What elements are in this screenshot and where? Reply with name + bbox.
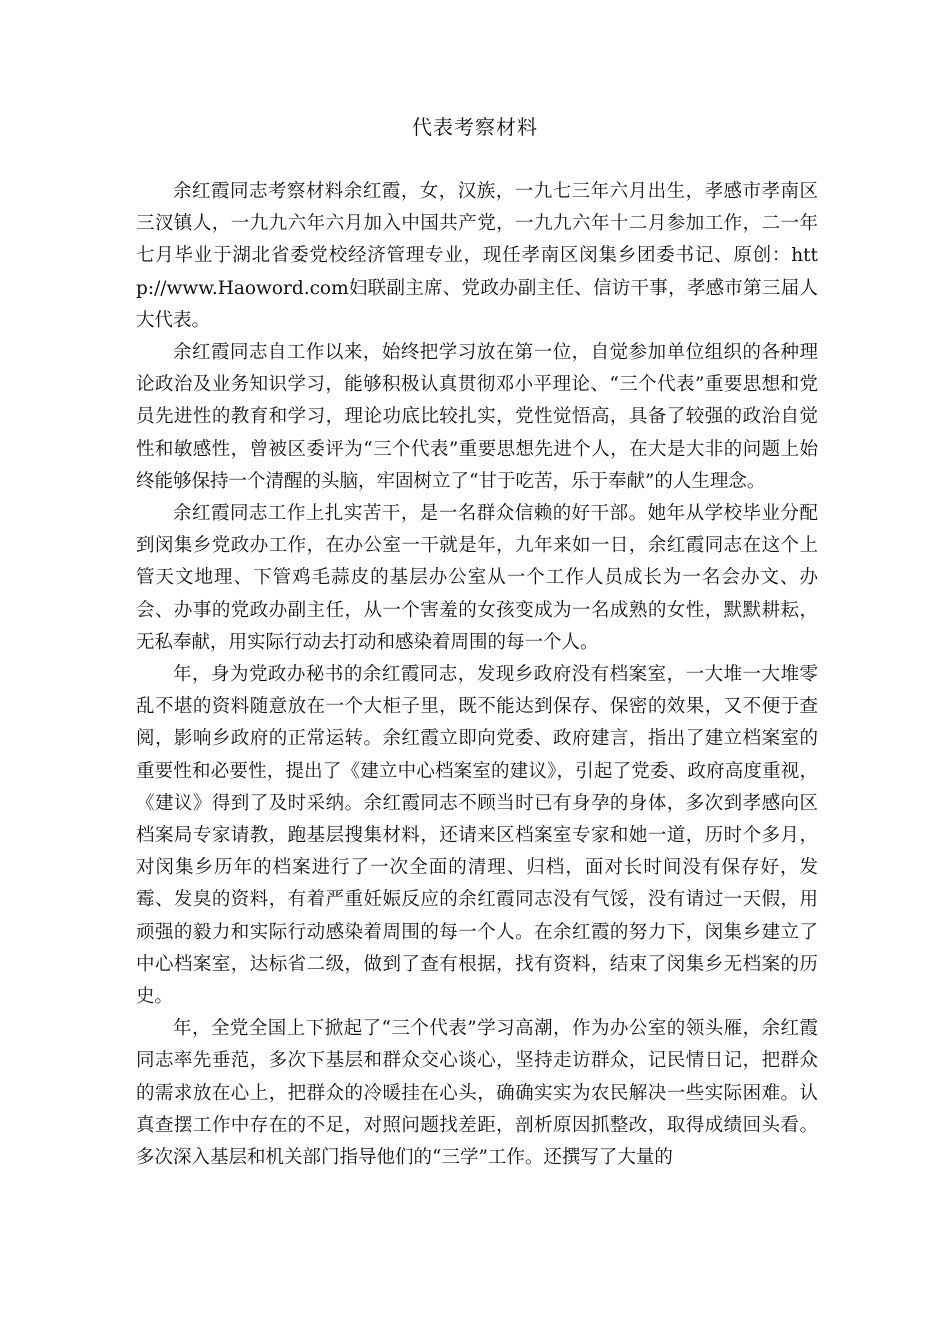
paragraph: 余红霞同志考察材料余红霞，女，汉族，一九七三年六月出生，孝感市孝南区三汊镇人，一九九六年六月加入中国共产党，一九九六年十二月参加工作，二一年七月毕业于湖北省委党校经济管理专业，现任孝南区闵集乡团委书记、原创：http://www.Haoword.com妇联副主席、党政办副主任、信访干事，孝感市第三届人大代表。 bbox=[136, 181, 818, 331]
paragraph: 余红霞同志自工作以来，始终把学习放在第一位，自觉参加单位组织的各种理论政治及业务知识学习，能够积极认真贯彻邓小平理论、“三个代表”重要思想和党员先进性的教育和学习，理论功底比较扎实，党性觉悟高，具备了较强的政治自觉性和敏感性，曾被区委评为“三个代表”重要思想先进个人，在大是大非的问题上始终能够保持一个清醒的头脑，牢固树立了“甘于吃苦，乐于奉献”的人生理念。 bbox=[136, 342, 818, 492]
paragraph: 年，全党全国上下掀起了“三个代表”学习高潮，作为办公室的领头雁，余红霞同志率先垂范，多次下基层和群众交心谈心，坚持走访群众，记民情日记，把群众的需求放在心上，把群众的冷暖挂在心头，确确实实为农民解决一些实际困难。认真查摆工作中存在的不足，对照问题找差距，剖析原因抓整改，取得成绩回头看。多次深入基层和机关部门指导他们的“三学”工作。还撰写了大量的 bbox=[136, 1018, 818, 1169]
paragraph: 余红霞同志工作上扎实苦干，是一名群众信赖的好干部。她年从学校毕业分配到闵集乡党政办工作，在办公室一干就是年，九年来如一日，余红霞同志在这个上管天文地理、下管鸡毛蒜皮的基层办公室从一个工作人员成长为一名会办文、办会、办事的党政办副主任，从一个害羞的女孩变成为一名成熟的女性，默默耕耘，无私奉献，用实际行动去打动和感染着周围的每一个人。 bbox=[136, 503, 818, 653]
paragraph: 年，身为党政办秘书的余红霞同志，发现乡政府没有档案室，一大堆一大堆零乱不堪的资料随意放在一个大柜子里，既不能达到保存、保密的效果，又不便于查阅，影响乡政府的正常运转。余红霞立即向党委、政府建言，指出了建立档案室的重要性和必要性，提出了《建立中心档案室的建议》，引起了党委、政府高度重视，《建议》得到了及时采纳。余红霞同志不顾当时已有身孕的身体，多次到孝感向区档案局专家请教，跑基层搜集材料，还请来区档案室专家和她一道，历时个多月，对闵集乡历年的档案进行了一次全面的清理、归档，面对长时间没有保存好，发霉、发臭的资料，有着严重妊娠反应的余红霞同志没有气馁，没有请过一天假，用顽强的毅力和实际行动感染着周围的每一个人。在余红霞的努力下，闵集乡建立了中心档案室，达标省二级，做到了查有根据，找有资料，结束了闵集乡无档案的历史。 bbox=[136, 664, 818, 1008]
document-title: 代表考察材料 bbox=[412, 115, 538, 139]
document-body bbox=[136, 176, 818, 1174]
